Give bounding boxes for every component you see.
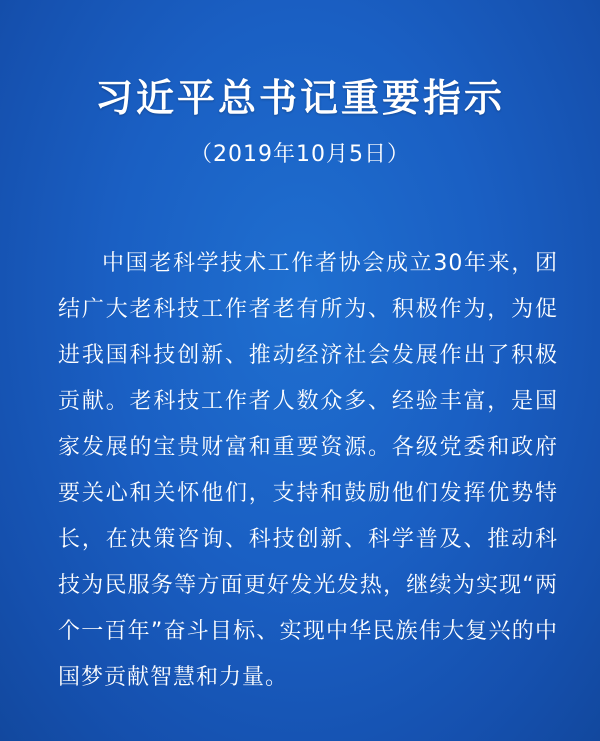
document-body: 中国老科学技术工作者协会成立30年来，团结广大老科技工作者老有所为、积极作为，为促进我国科技创新、推动经济社会发展作出了积极贡献。老科技工作者人数众多、经验丰富，是国家发展的宝贵财富和重要资源。各级党委和政府要关心和关怀他们，支持和鼓励他们发挥优势特长，在决策咨询、科技创新、科学普及、推动科技为民服务等方面更好发光发热，继续为实现“两个一百年”奋斗目标、实现中华民族伟大复兴的中国梦贡献智慧和力量。 [58,251,558,690]
document-title: 习近平总书记重要指示 [94,75,505,120]
document-date: （2019年10月5日） [190,142,410,167]
